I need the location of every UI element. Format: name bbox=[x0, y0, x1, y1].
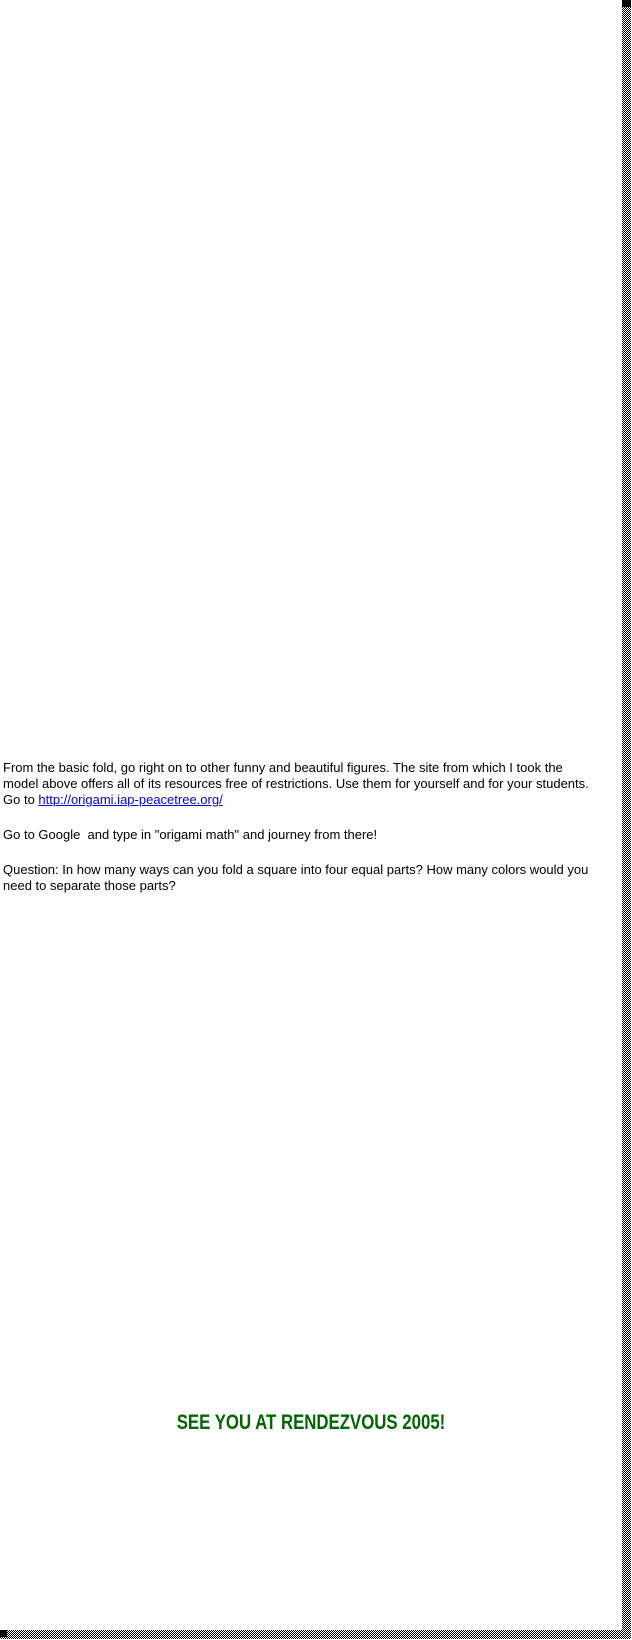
paragraph-basic-fold-text: From the basic fold, go right on to other funny and beautiful figures. The site from which I took the model above offers all of its resources free of restrictions. Use them for yourself and for your students. Go to bbox=[3, 760, 596, 807]
rendezvous-banner: SEE YOU AT RENDEZVOUS 2005! bbox=[176, 1411, 446, 1434]
page-shadow-corner-bottom-left bbox=[0, 1630, 7, 1637]
paragraph-basic-fold bbox=[3, 760, 595, 808]
paragraph-google: Go to Google and type in "origami math" and journey from there! bbox=[3, 827, 378, 842]
page-shadow-bottom bbox=[0, 1630, 631, 1639]
paragraph-question: Question: In how many ways can you fold a square into four equal parts? How many colors would you need to separate those parts? bbox=[3, 862, 592, 893]
body-text-block bbox=[3, 760, 595, 913]
page-shadow-right bbox=[622, 0, 631, 1639]
page-shadow-corner-top-right bbox=[622, 0, 631, 7]
origami-peacetree-link[interactable]: http://origami.iap-peacetree.org/ bbox=[38, 792, 223, 807]
